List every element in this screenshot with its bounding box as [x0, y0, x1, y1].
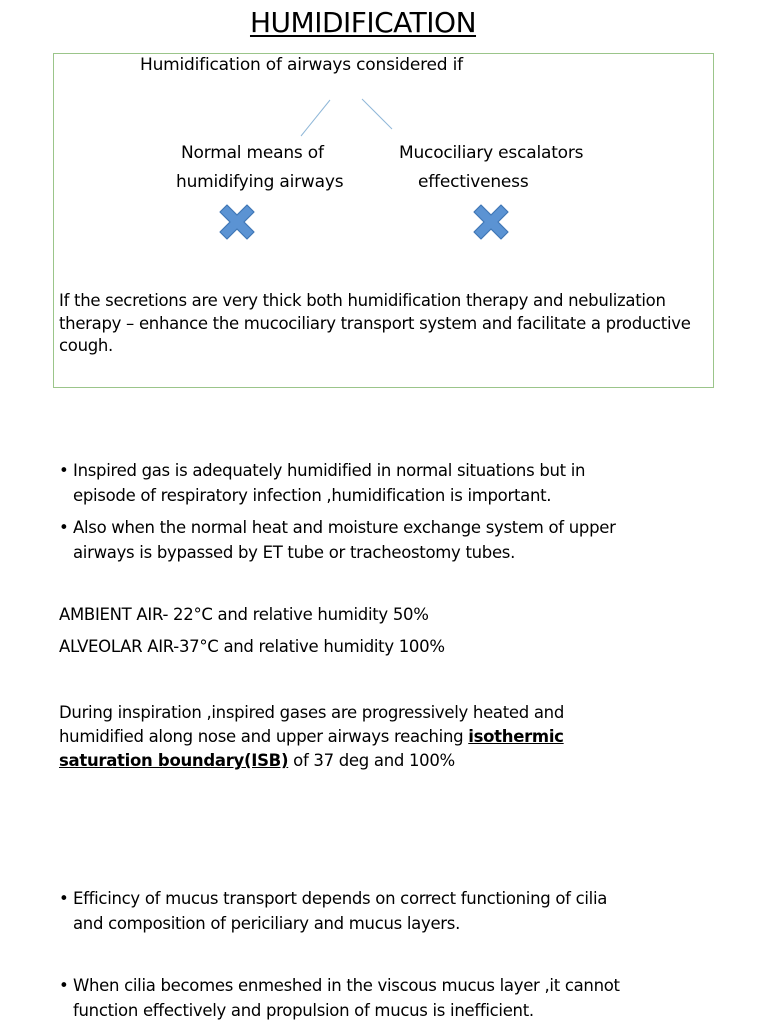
box-paragraph: If the secretions are very thick both humidification therapy and nebulization therapy – enhance the mucociliary transport system and facilitate a productive cough. — [59, 291, 691, 355]
right-branch-line2: effectiveness — [418, 172, 529, 192]
inspiration-text-end: of 37 deg and 100% — [288, 751, 455, 770]
left-branch-line2: humidifying airways — [176, 172, 344, 192]
alveolar-air-line: ALVEOLAR AIR-37°C and relative humidity 100% — [59, 637, 445, 656]
bullet-item — [59, 886, 709, 936]
isb-term: isothermic saturation boundary(ISB) — [59, 727, 564, 770]
bullet-line: airways is bypassed by ET tube or tracheostomy tubes. — [73, 543, 516, 562]
right-x-icon — [470, 201, 512, 243]
bullet-line: Efficincy of mucus transport depends on correct functioning of cilia — [73, 889, 608, 908]
right-branch-line1: Mucociliary escalators — [399, 143, 584, 163]
page-title: HUMIDIFICATION — [249, 6, 477, 39]
box-heading: Humidification of airways considered if — [140, 55, 463, 75]
bullet-item — [59, 515, 709, 565]
bullet-line: episode of respiratory infection ,humidification is important. — [73, 486, 552, 505]
left-x-icon — [216, 201, 258, 243]
bullet-dot: • — [59, 461, 69, 480]
bullet-line: and composition of periciliary and mucus layers. — [73, 914, 461, 933]
bullet-dot: • — [59, 976, 69, 995]
bullet-line: Inspired gas is adequately humidified in normal situations but in — [73, 461, 586, 480]
bullet-dot: • — [59, 889, 69, 908]
left-branch-line1: Normal means of — [181, 143, 324, 163]
bullet-item — [59, 458, 709, 508]
inspiration-text: During inspiration ,inspired gases are progressively heated and humidified along nose and upper airways reaching — [59, 703, 565, 746]
ambient-air-line: AMBIENT AIR- 22°C and relative humidity 50% — [59, 605, 429, 624]
bullet-line: Also when the normal heat and moisture exchange system of upper — [73, 518, 616, 537]
inspiration-paragraph — [59, 701, 639, 773]
bullet-line: function effectively and propulsion of mucus is inefficient. — [73, 1001, 534, 1020]
bullet-item — [59, 973, 709, 1023]
bullet-line: When cilia becomes enmeshed in the viscous mucus layer ,it cannot — [73, 976, 620, 995]
bullet-dot: • — [59, 518, 69, 537]
